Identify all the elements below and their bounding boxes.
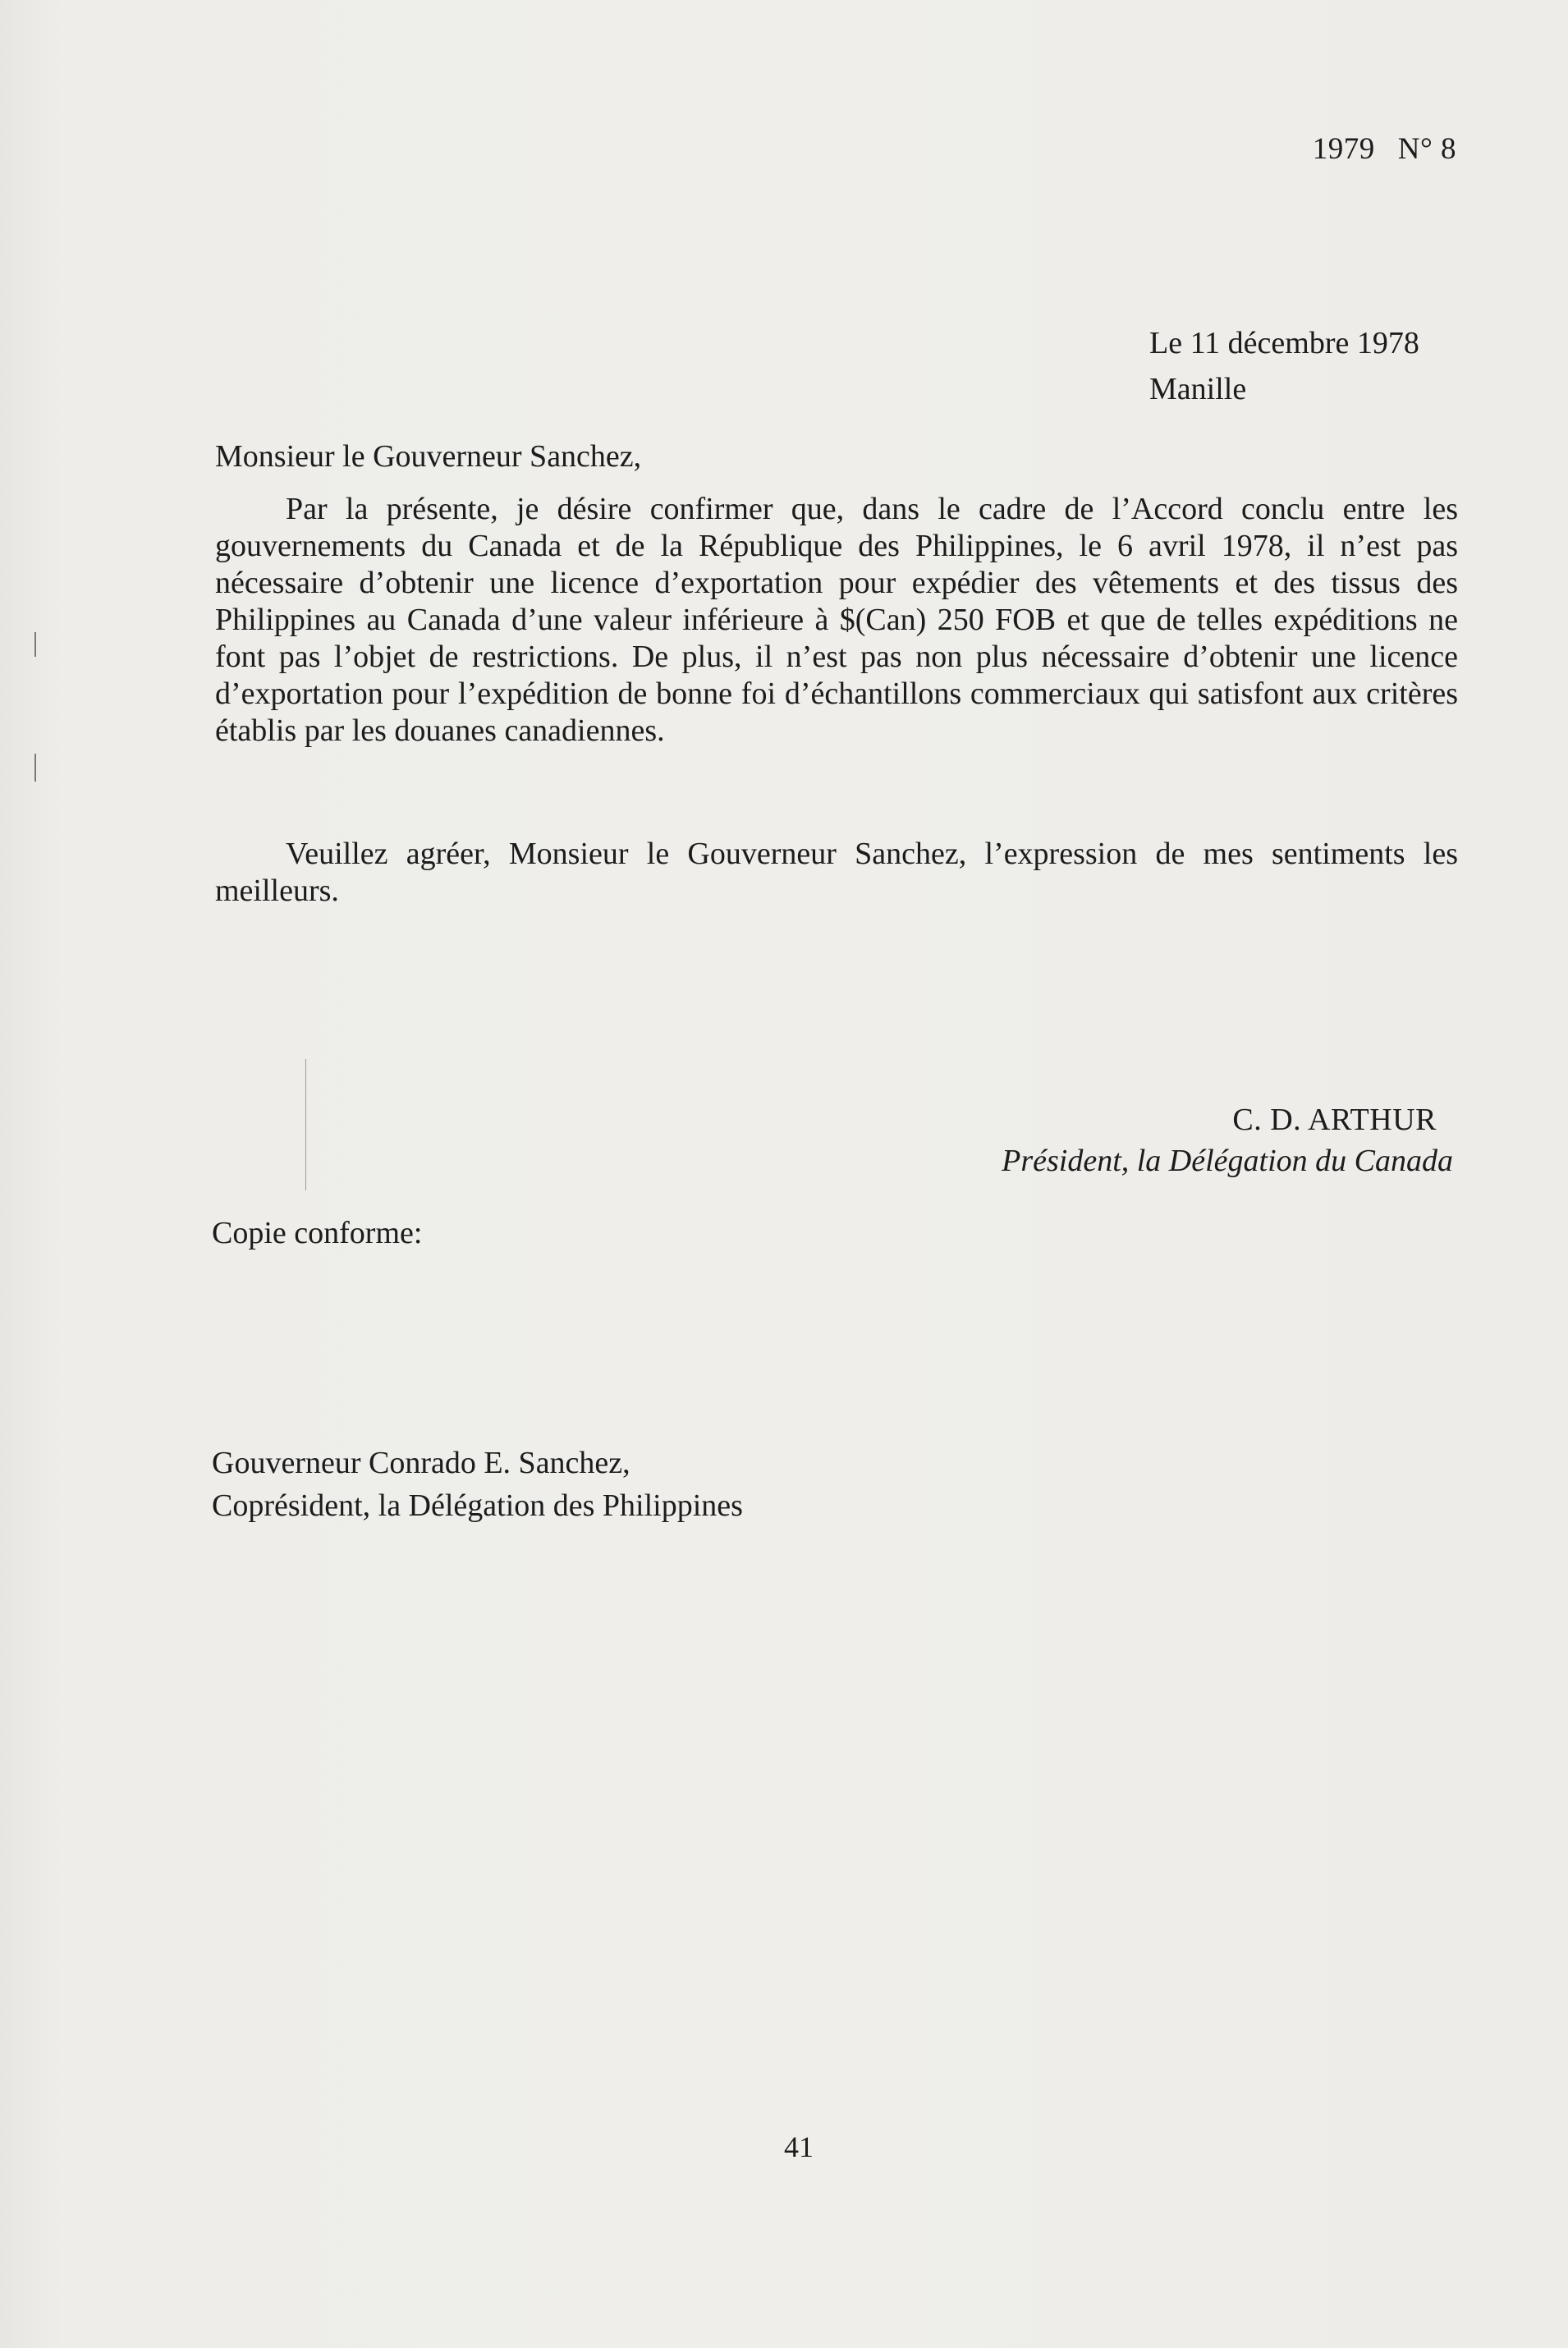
signer-title: Président, la Délégation du Canada — [1002, 1144, 1453, 1178]
reference-number: N° 8 — [1397, 132, 1456, 166]
letter-place: Manille — [1149, 372, 1247, 406]
letter-dateline — [1149, 320, 1419, 412]
letter-paragraph-1 — [215, 491, 1458, 750]
margin-mark — [34, 632, 36, 657]
recipient-block — [212, 1442, 743, 1527]
paragraph-2-text: Veuillez agréer, Monsieur le Gouverneur Sanchez, l’expression de mes sentiments les meilleurs. — [215, 837, 1458, 908]
letter-paragraph-2 — [215, 836, 1458, 910]
margin-mark — [34, 754, 36, 782]
page-number: 41 — [784, 2130, 814, 2163]
recipient-title: Coprésident, la Délégation des Philippines — [212, 1488, 743, 1523]
document-reference — [1313, 131, 1456, 167]
paragraph-1-text: Par la présente, je désire confirmer que, dans le cadre de l’Accord conclu entre les gouvernements du Canada et de la République des Philippines, le 6 avril 1978, il n’est pas nécessaire d’obtenir une licence d’exportation pour expédier des vêtements et des tissus des Philippines au Canada d’une valeur inférieure à $(Can) 250 FOB et que de telles expéditions ne font pas l’objet de restrictions. De plus, il n’est pas non plus nécessaire d’obtenir une licence d’exportation pour l’expédition de bonne foi d’échantillons commerciaux qui satisfont aux critères établis par les douanes canadiennes. — [215, 492, 1458, 748]
reference-year: 1979 — [1312, 132, 1375, 166]
letter-date: Le 11 décembre 1978 — [1149, 326, 1419, 360]
paper-fold-line — [305, 1059, 306, 1190]
copy-conforme-label: Copie conforme: — [212, 1216, 423, 1250]
recipient-name: Gouverneur Conrado E. Sanchez, — [212, 1446, 630, 1480]
signer-name: C. D. ARTHUR — [1232, 1103, 1437, 1137]
letter-salutation: Monsieur le Gouverneur Sanchez, — [215, 439, 642, 474]
